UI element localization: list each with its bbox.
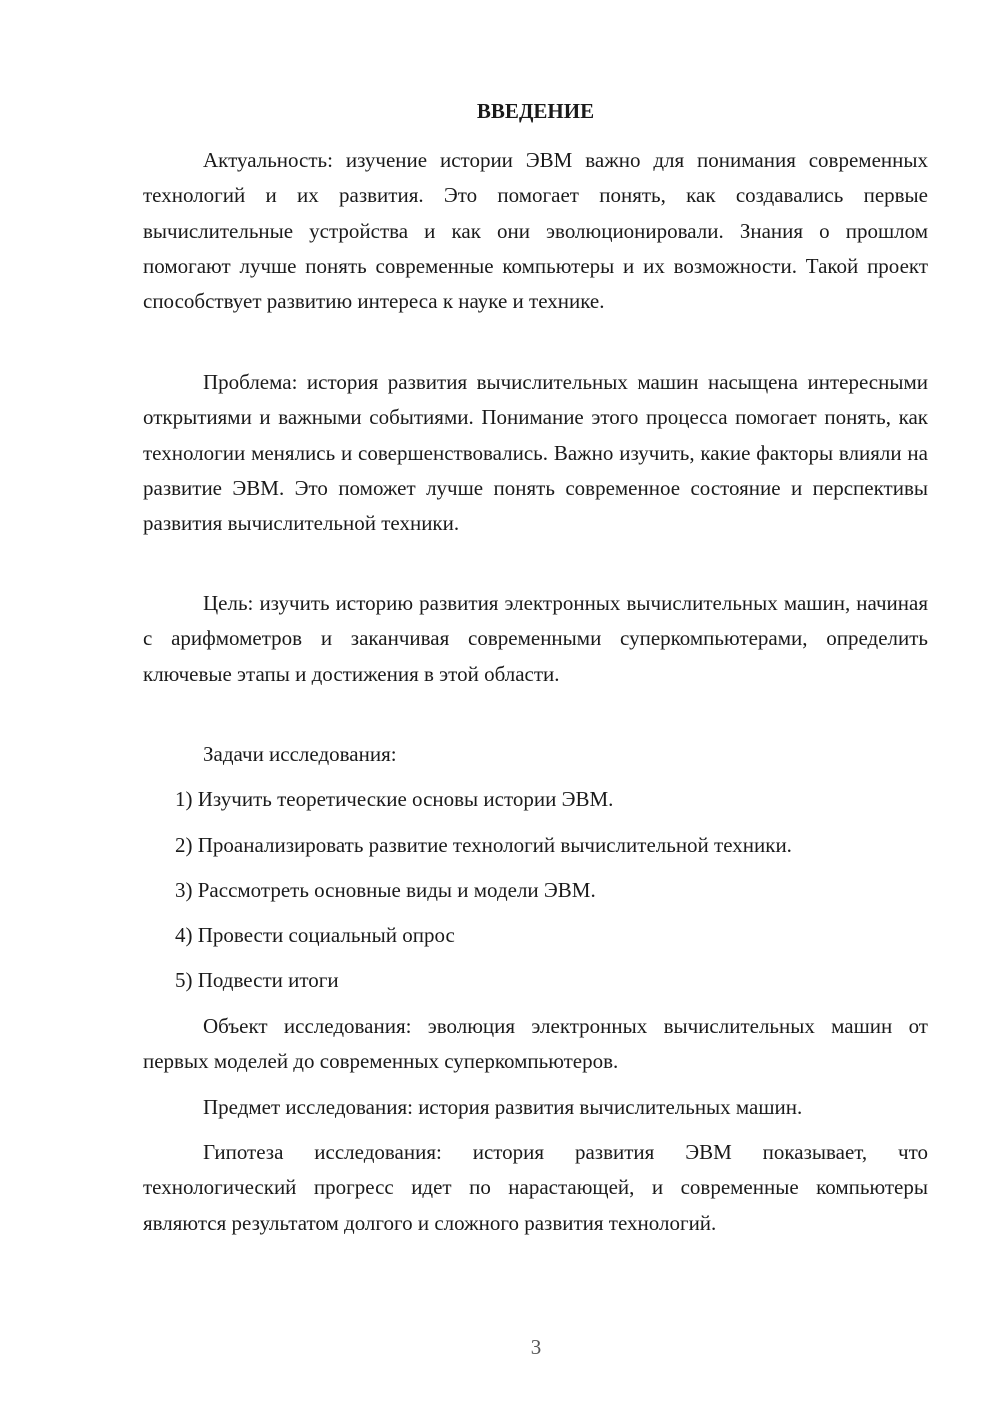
hypothesis-paragraph: Гипотеза исследования: история развития ЭВМ показывает, что технологический прогресс идет по нарастающей, и современные компьютеры являются результатом долгого и сложного развития технологий. [143,1140,928,1235]
task-item-1: 1) Изучить теоретические основы истории ЭВМ. [175,787,614,811]
page-number: 3 [530,1335,542,1359]
subject-paragraph: Предмет исследования: история развития вычислительных машин. [203,1095,803,1119]
task-item-5: 5) Подвести итоги [175,968,339,992]
tasks-heading: Задачи исследования: [203,742,397,766]
object-paragraph: Объект исследования: эволюция электронных вычислительных машин от первых моделей до современных суперкомпьютеров. [143,1014,928,1074]
goal-paragraph: Цель: изучить историю развития электронных вычислительных машин, начиная с арифмометров и заканчивая современными суперкомпьютерами, определить ключевые этапы и достижения в этой области. [143,591,928,686]
page-title: ВВЕДЕНИЕ [476,99,595,123]
problem-paragraph: Проблема: история развития вычислительных машин насыщена интересными открытиями и важными событиями. Понимание этого процесса помогает понять, как технологии менялись и совершенствовались. Важно изучить, какие факторы влияли на развитие ЭВМ. Это поможет лучше понять современное состояние и перспективы развития вычислительной техники. [143,370,928,536]
task-item-4: 4) Провести социальный опрос [175,923,455,947]
task-item-3: 3) Рассмотреть основные виды и модели ЭВМ. [175,878,596,902]
task-item-2: 2) Проанализировать развитие технологий вычислительной техники. [175,833,792,857]
relevance-paragraph: Актуальность: изучение истории ЭВМ важно для понимания современных технологий и их развития. Это помогает понять, как создавались первые вычислительные устройства и как они эволюционировали. Знания о прошлом помогают лучше понять современные компьютеры и их возможности. Такой проект способствует развитию интереса к науке и технике. [143,148,928,314]
